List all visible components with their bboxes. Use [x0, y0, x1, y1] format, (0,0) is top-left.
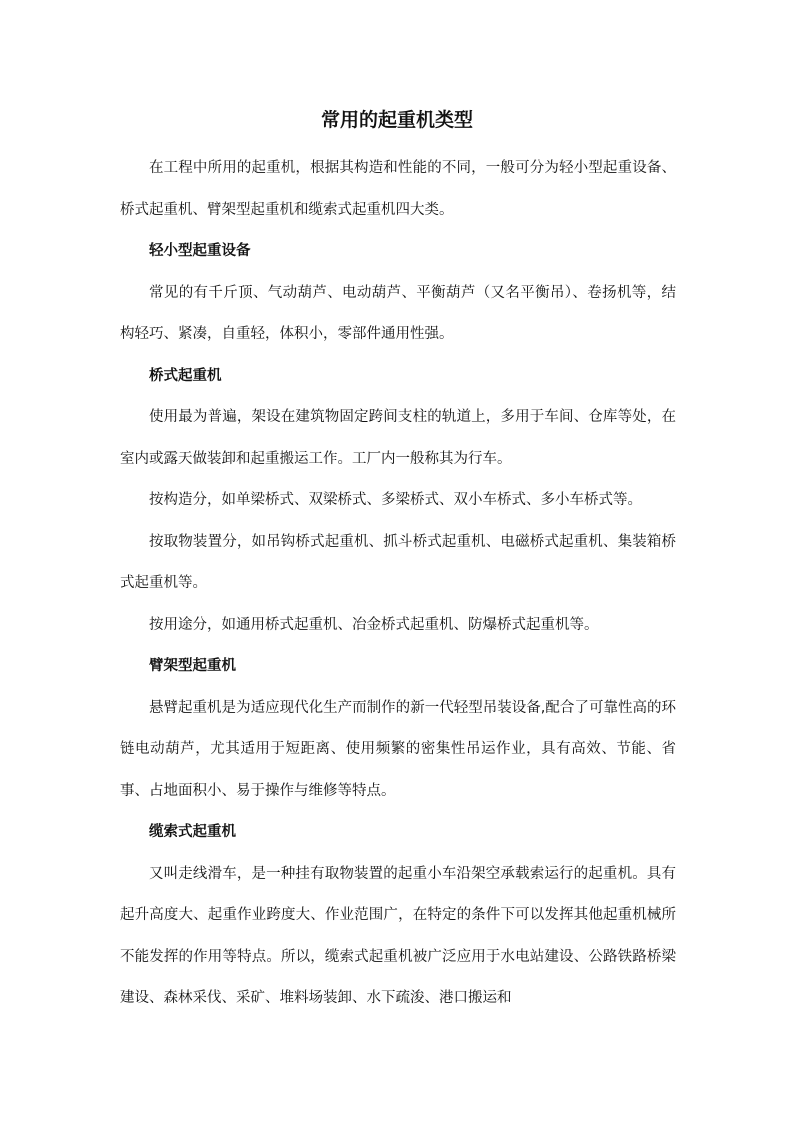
paragraph-bridge-crane-purpose: 按用途分，如通用桥式起重机、冶金桥式起重机、防爆桥式起重机等。 [149, 616, 599, 633]
paragraph-jib-crane: 悬臂起重机是为适应现代化生产而制作的新一代轻型吊装设备,配合了可靠性高的环链电动葫芦，尤其适用于短距离、使用频繁的密集性吊运作业，具有高效、节能、省事、占地面积小、易于操作与维修等特点。 [120, 699, 676, 799]
section-heading-jib-crane: 臂架型起重机 [149, 658, 236, 674]
intro-paragraph: 在工程中所用的起重机，根据其构造和性能的不同，一般可分为轻小型起重设备、桥式起重机、臂架型起重机和缆索式起重机四大类。 [120, 160, 676, 218]
section-heading-cable-crane: 缆索式起重机 [149, 824, 236, 840]
document-body [120, 148, 676, 1020]
paragraph-bridge-crane-usage: 使用最为普遍，架设在建筑物固定跨间支柱的轨道上，多用于车间、仓库等处，在室内或露天做装卸和起重搬运工作。工厂内一般称其为行车。 [120, 409, 676, 467]
section-heading-bridge-crane: 桥式起重机 [149, 367, 222, 384]
document-title: 常用的起重机类型 [320, 109, 473, 131]
paragraph-bridge-crane-structure: 按构造分，如单梁桥式、双梁桥式、多梁桥式、双小车桥式、多小车桥式等。 [149, 492, 642, 508]
paragraph-cable-crane: 又叫走线滑车，是一种挂有取物装置的起重小车沿架空承载索运行的起重机。具有起升高度大、起重作业跨度大、作业范围广，在特定的条件下可以发挥其他起重机械所不能发挥的作用等特点。所以，缆索式起重机被广泛应用于水电站建设、公路铁路桥梁建设、森林采伐、采矿、堆料场装卸、水下疏浚、港口搬运和 [120, 865, 676, 1006]
section-heading-light-lifting: 轻小型起重设备 [149, 243, 251, 259]
paragraph-bridge-crane-device: 按取物装置分，如吊钩桥式起重机、抓斗桥式起重机、电磁桥式起重机、集装箱桥式起重机等。 [120, 533, 676, 591]
paragraph-light-lifting: 常见的有千斤顶、气动葫芦、电动葫芦、平衡葫芦（又名平衡吊）、卷扬机等，结构轻巧、紧凑，自重轻，体积小，零部件通用性强。 [120, 284, 676, 342]
